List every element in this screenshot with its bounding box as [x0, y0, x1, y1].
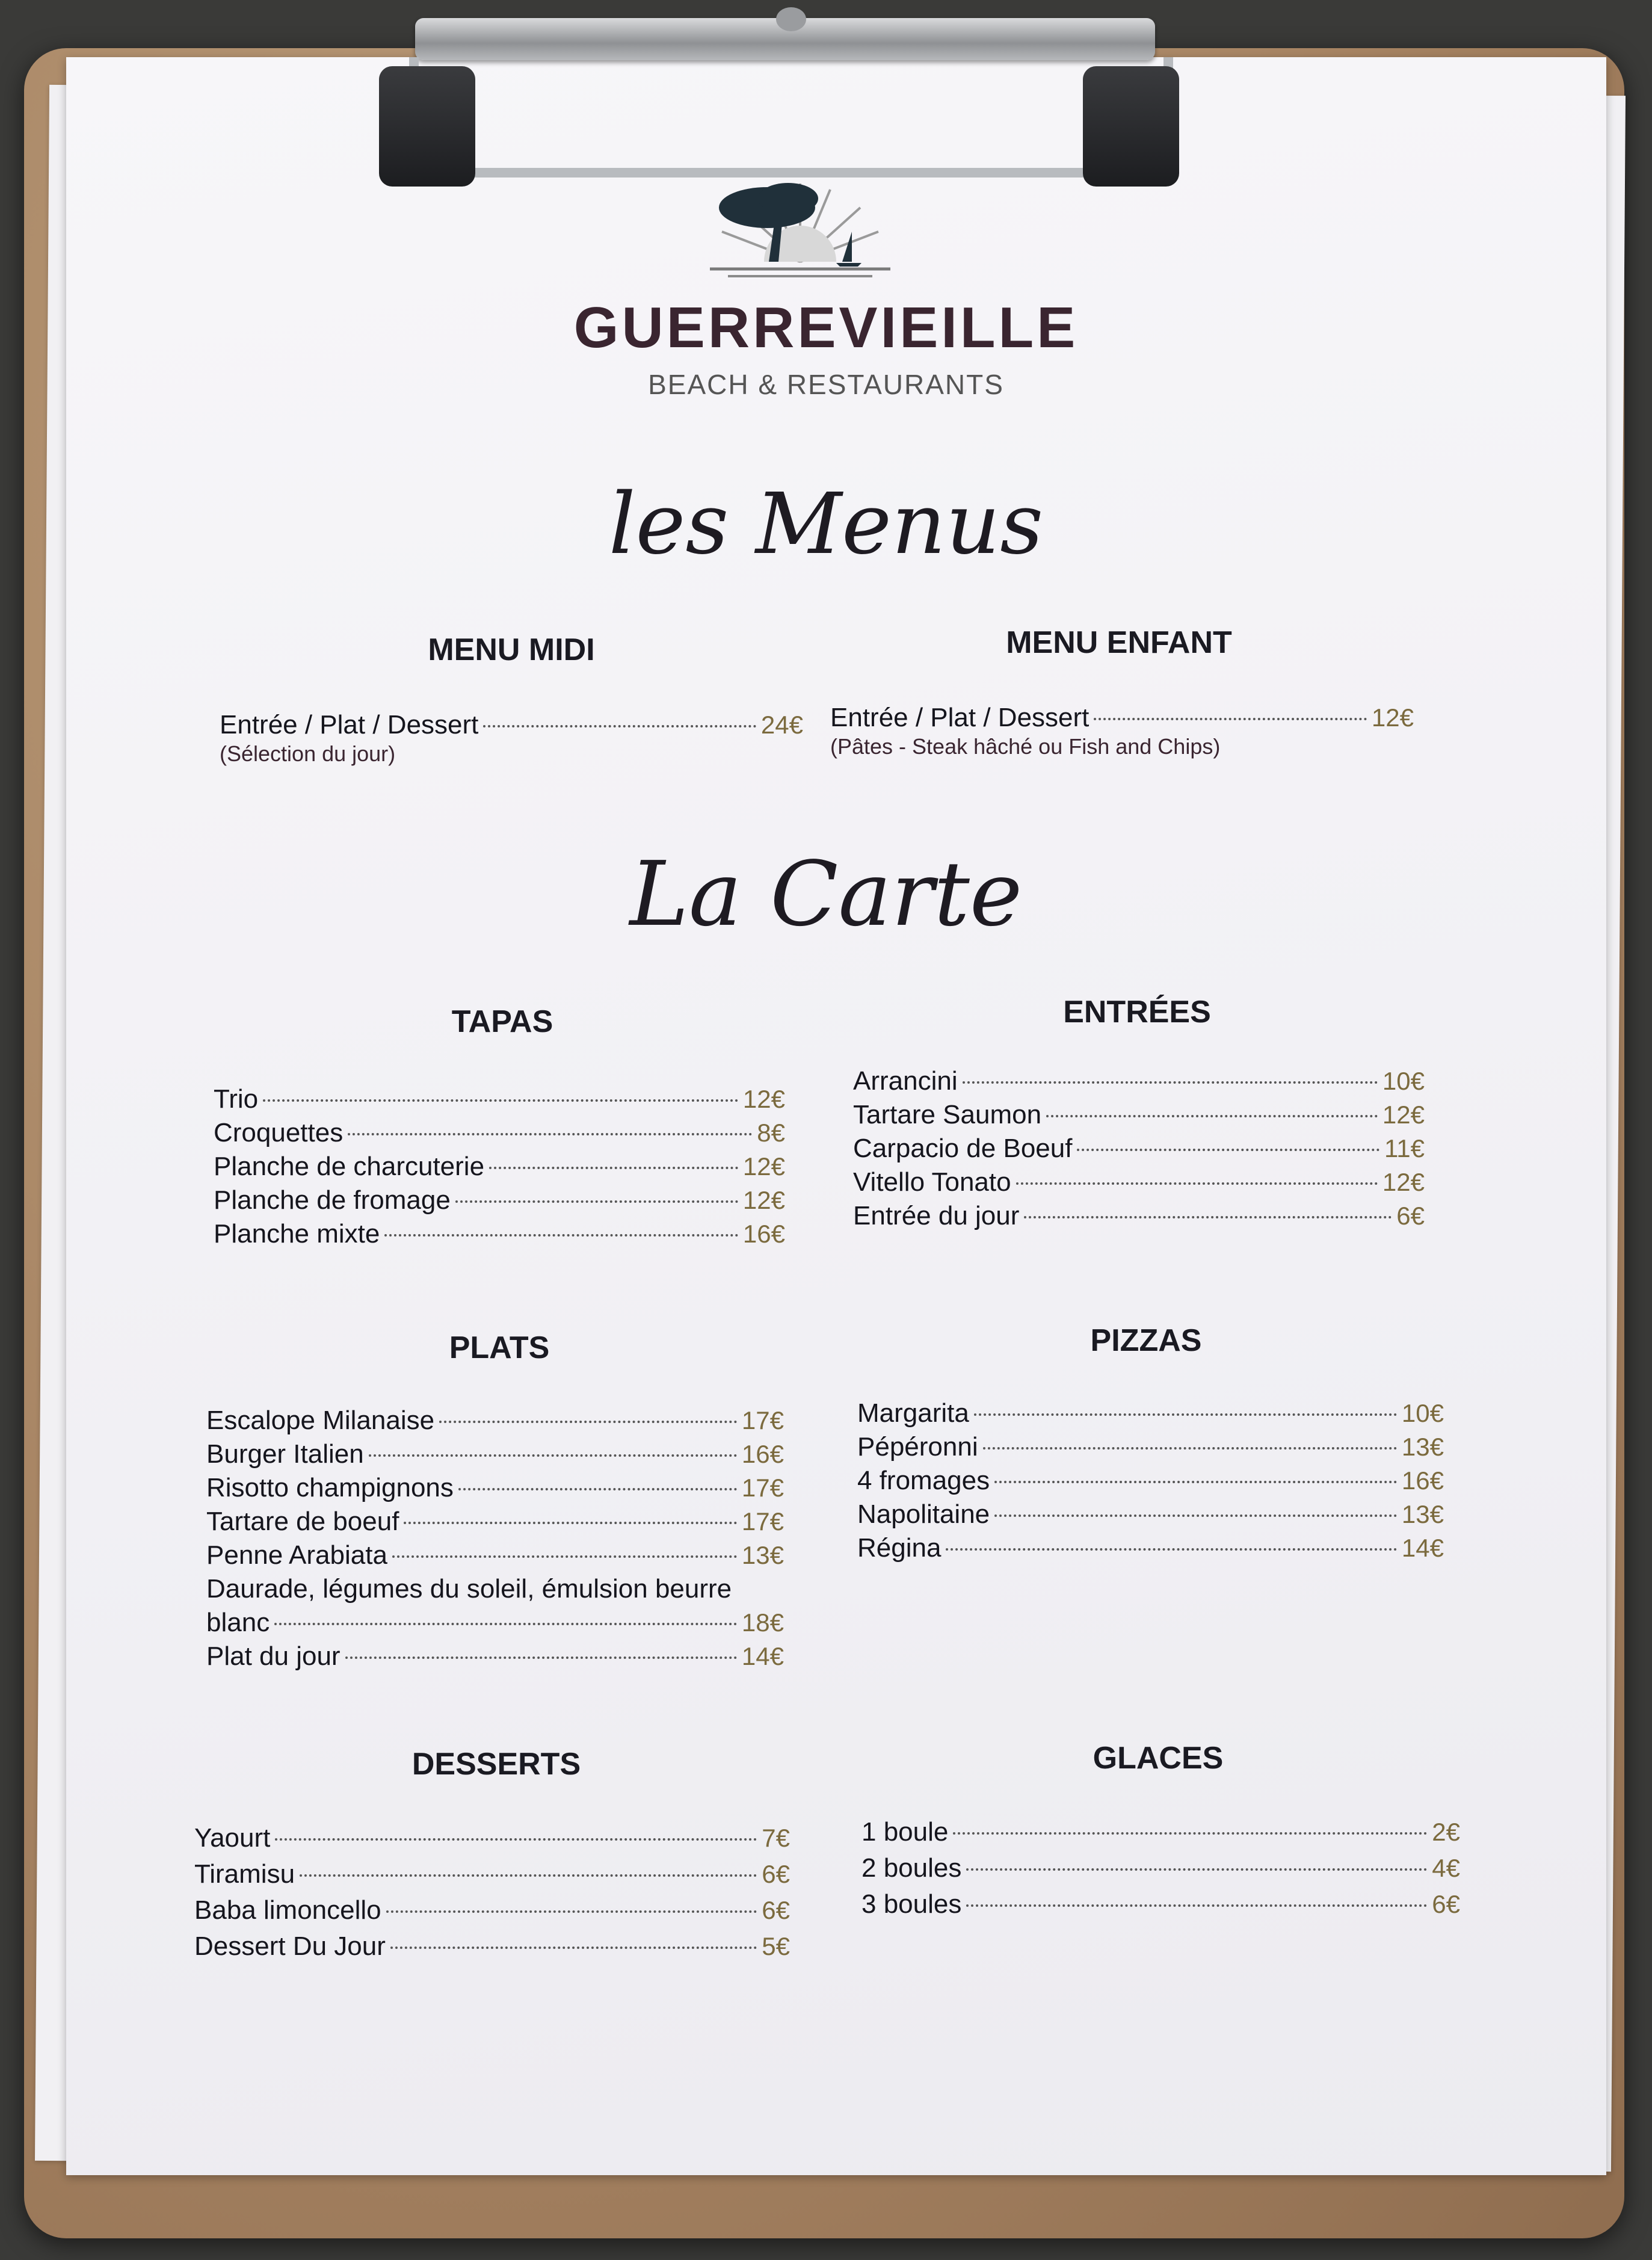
item-price: 7€: [762, 1824, 790, 1852]
item-name: Tartare Saumon: [853, 1100, 1042, 1129]
dot-leader: [983, 1447, 1397, 1450]
section-plats: [206, 1406, 784, 1675]
item-name: 2 boules: [861, 1853, 962, 1883]
item-price: 16€: [742, 1220, 785, 1248]
item-price: 2€: [1432, 1818, 1460, 1846]
list-item: [861, 1817, 1460, 1853]
item-price: 17€: [741, 1507, 784, 1536]
list-item: [206, 1507, 784, 1540]
item-price: 12€: [742, 1152, 785, 1181]
dot-leader: [1016, 1182, 1378, 1185]
list-item: [194, 1859, 790, 1895]
list-item: [214, 1185, 785, 1219]
item-note: (Sélection du jour): [220, 741, 396, 766]
list-item: [214, 1118, 785, 1152]
list-item: [853, 1134, 1425, 1167]
clip-grip-left[interactable]: [379, 66, 475, 187]
item-price: 14€: [1401, 1534, 1444, 1562]
dot-leader: [489, 1167, 738, 1169]
item-price: 13€: [1401, 1433, 1444, 1461]
item-name: Planche de fromage: [214, 1185, 451, 1215]
section-glaces: [861, 1817, 1460, 1925]
item-name: Margarita: [857, 1398, 969, 1428]
item-price: 5€: [762, 1932, 790, 1960]
dot-leader: [1077, 1149, 1379, 1151]
item-price: 13€: [1401, 1500, 1444, 1528]
title-les-menus: les Menus: [608, 475, 1044, 573]
item-name: Entrée du jour: [853, 1201, 1020, 1230]
item-price: 17€: [741, 1474, 784, 1502]
title-la-carte: La Carte: [629, 842, 1023, 946]
list-item: [194, 1895, 790, 1931]
item-name: Entrée / Plat / Dessert: [830, 703, 1090, 732]
heading-tapas: TAPAS: [451, 1004, 553, 1039]
dot-leader: [953, 1832, 1427, 1835]
item-price: 17€: [741, 1406, 784, 1434]
dot-leader: [966, 1868, 1427, 1871]
item-name: Escalope Milanaise: [206, 1406, 435, 1435]
item-price: 12€: [742, 1085, 785, 1113]
list-item: [857, 1533, 1444, 1567]
dot-leader: [1024, 1216, 1392, 1218]
dot-leader: [384, 1234, 738, 1237]
item-price: 6€: [762, 1896, 790, 1924]
dot-leader: [369, 1454, 737, 1457]
item-price: 10€: [1382, 1067, 1425, 1095]
dot-leader: [483, 725, 756, 727]
item-price: 11€: [1384, 1134, 1425, 1162]
item-price: 6€: [1432, 1890, 1460, 1918]
item-price: 16€: [1401, 1466, 1444, 1495]
item-name: 1 boule: [861, 1817, 949, 1847]
heading-menu-enfant: MENU ENFANT: [1006, 625, 1232, 660]
heading-menu-midi: MENU MIDI: [428, 632, 595, 667]
list-item: [830, 703, 1414, 736]
dot-leader: [345, 1656, 737, 1659]
list-item: [206, 1473, 784, 1507]
item-name: Tartare de boeuf: [206, 1507, 399, 1536]
list-item: [206, 1608, 784, 1641]
list-item: [857, 1466, 1444, 1499]
item-price: 12€: [1382, 1168, 1425, 1196]
item-name: Entrée / Plat / Dessert: [220, 710, 479, 739]
list-item: [206, 1540, 784, 1574]
item-name: Trio: [214, 1084, 259, 1114]
item-name-daurade-line2: blanc: [206, 1608, 270, 1637]
list-item: [206, 1439, 784, 1473]
list-item: [853, 1167, 1425, 1201]
section-pizzas: [857, 1398, 1444, 1567]
section-tapas: [214, 1084, 785, 1253]
item-name: Planche mixte: [214, 1219, 380, 1249]
item-name: Penne Arabiata: [206, 1540, 387, 1570]
item-name: Arrancini: [853, 1066, 958, 1096]
item-name: Yaourt: [194, 1823, 271, 1853]
item-name: Tiramisu: [194, 1859, 295, 1889]
item-price: 13€: [741, 1541, 784, 1569]
brand-subtitle: BEACH & RESTAURANTS: [648, 369, 1004, 400]
item-price: 18€: [741, 1608, 784, 1637]
item-price: 8€: [757, 1119, 785, 1147]
list-item: [214, 1084, 785, 1118]
dot-leader: [392, 1555, 737, 1558]
dot-leader: [300, 1874, 757, 1877]
item-name: Napolitaine: [857, 1499, 990, 1529]
list-item: [853, 1201, 1425, 1235]
item-name: Vitello Tonato: [853, 1167, 1011, 1197]
dot-leader: [455, 1200, 738, 1203]
dot-leader: [458, 1488, 737, 1490]
item-name: Risotto champignons: [206, 1473, 454, 1502]
clip-grip-right[interactable]: [1083, 66, 1179, 187]
item-name: Carpacio de Boeuf: [853, 1134, 1073, 1163]
list-item: [857, 1432, 1444, 1466]
item-name: Croquettes: [214, 1118, 344, 1147]
item-price: 6€: [762, 1860, 790, 1888]
item-price: 6€: [1396, 1202, 1425, 1230]
item-name: Planche de charcuterie: [214, 1152, 485, 1181]
dot-leader: [1046, 1115, 1378, 1117]
dot-leader: [263, 1099, 738, 1102]
heading-plats: PLATS: [449, 1330, 550, 1365]
item-price: 14€: [741, 1642, 784, 1670]
list-item: [206, 1641, 784, 1675]
brand-name: GUERREVIEILLE: [573, 295, 1079, 360]
dot-leader: [946, 1548, 1396, 1551]
item-price: 16€: [741, 1440, 784, 1468]
section-desserts: [194, 1823, 790, 1968]
tree-sun-sailboat-logo-icon: [698, 165, 902, 286]
list-item: [853, 1066, 1425, 1100]
dot-leader: [275, 1838, 757, 1841]
item-name: 4 fromages: [857, 1466, 990, 1495]
section-menu-enfant: [830, 703, 1414, 759]
item-price: 4€: [1432, 1854, 1460, 1882]
item-name: Pépéronni: [857, 1432, 978, 1462]
list-item: [220, 710, 803, 744]
item-name: Régina: [857, 1533, 942, 1563]
heading-desserts: DESSERTS: [411, 1747, 581, 1782]
heading-entrees: ENTRÉES: [1063, 995, 1211, 1030]
list-item: [214, 1152, 785, 1185]
dot-leader: [994, 1514, 1397, 1517]
dot-leader: [439, 1421, 737, 1423]
list-item: [194, 1931, 790, 1968]
item-price: 10€: [1401, 1399, 1444, 1427]
dot-leader: [1094, 718, 1367, 720]
dot-leader: [974, 1413, 1397, 1416]
heading-glaces: GLACES: [1093, 1741, 1224, 1776]
list-item: [861, 1889, 1460, 1925]
dot-leader: [966, 1904, 1427, 1907]
clip-wire[interactable]: [409, 57, 1173, 178]
list-item: [853, 1100, 1425, 1134]
dot-leader: [994, 1481, 1397, 1483]
item-price: 24€: [760, 711, 803, 739]
item-name: Plat du jour: [206, 1641, 341, 1671]
item-name: Baba limoncello: [194, 1895, 381, 1925]
clip-rivet: [776, 7, 806, 31]
list-item: [206, 1406, 784, 1439]
item-name-daurade-line1: Daurade, légumes du soleil, émulsion beurre: [206, 1574, 732, 1604]
list-item: [194, 1823, 790, 1859]
dot-leader: [404, 1522, 736, 1524]
item-name: Dessert Du Jour: [194, 1931, 386, 1961]
dot-leader: [274, 1623, 737, 1625]
dot-leader: [963, 1081, 1378, 1084]
list-item: [214, 1219, 785, 1253]
section-entrees: [853, 1066, 1425, 1235]
item-price: 12€: [1371, 703, 1414, 732]
dot-leader: [386, 1910, 757, 1913]
list-item: [857, 1499, 1444, 1533]
item-note: (Pâtes - Steak hâché ou Fish and Chips): [830, 734, 1221, 759]
section-menu-midi: [220, 710, 803, 767]
item-price: 12€: [742, 1186, 785, 1214]
list-item: [861, 1853, 1460, 1889]
heading-pizzas: PIZZAS: [1090, 1323, 1202, 1358]
list-item: [857, 1398, 1444, 1432]
dot-leader: [390, 1947, 757, 1949]
item-price: 12€: [1382, 1101, 1425, 1129]
item-name: 3 boules: [861, 1889, 962, 1919]
item-name: Burger Italien: [206, 1439, 364, 1469]
dot-leader: [348, 1133, 752, 1135]
